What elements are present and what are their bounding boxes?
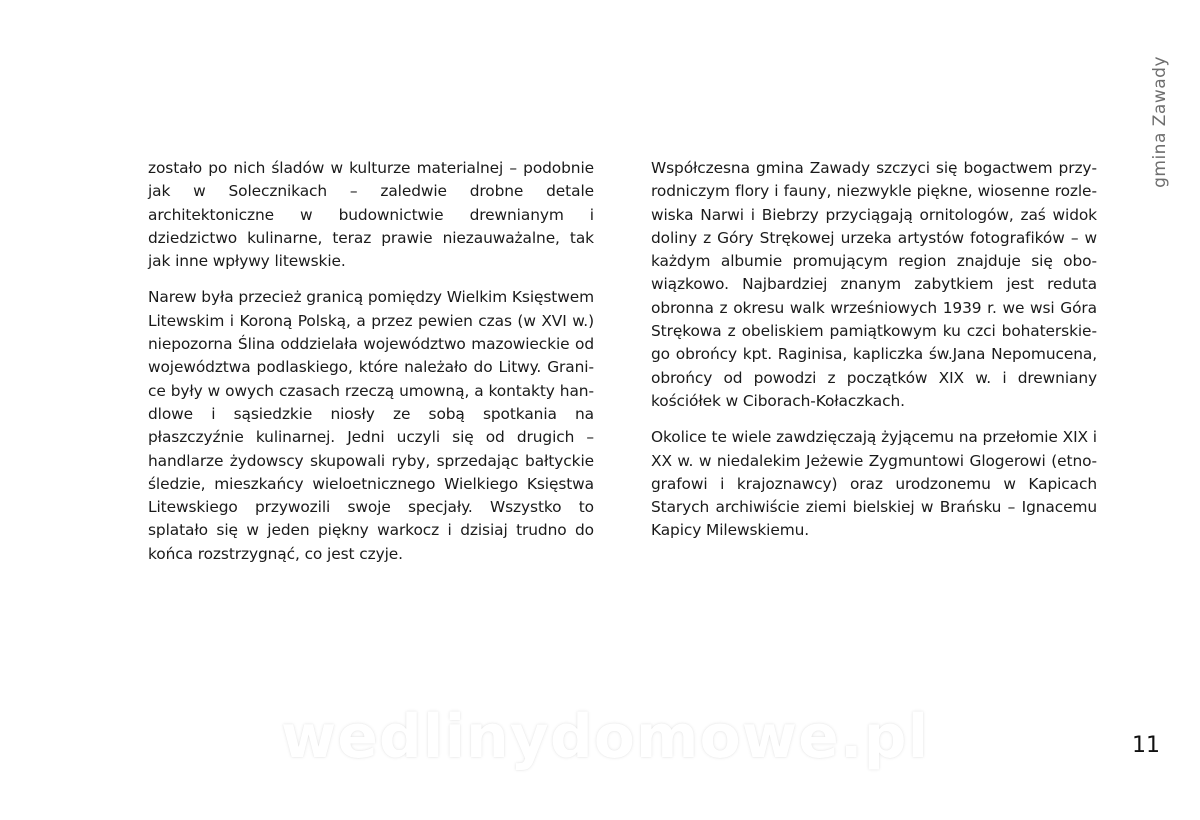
watermark: wedlinydomowe.pl <box>280 702 930 772</box>
paragraph: Współczesna gmina Zawady szczyci się bogactwem przyrodniczym flory i fauny, niezwykle piękne, wiosenne rozlewiska Narwi i Biebrzy przyciągają ornitologów, zaś widok doliny z Góry Strękowej urzeka artystów fotografików – w każdym albumie promującym region znajduje się obowiązkowo. Najbardziej znanym zabytkiem jest reduta obronna z okresu walk wrześniowych 1939 r. we wsi Góra Strękowa z obeliskiem pamiątkowym ku czci bohaterskiego obrońcy kpt. Raginisa, kapliczka św.Jana Nepomucena, obrońcy od powodzi z początków XIX w. i drewniany kościółek w Ciborach-Kołaczkach. <box>651 159 1097 410</box>
paragraph: Narew była przecież granicą pomiędzy Wielkim Księstwem Litewskim i Koroną Polską, a przez pewien czas (w XVI w.) niepozorna Ślina oddzielała województwo mazowieckie od województwa podlaskiego, które należało do Litwy. Granice były w owych czasach rzeczą umowną, a kontakty handlowe i sąsiedzkie niosły ze sobą spotkania na płaszczyźnie kulinarnej. Jedni uczyli się od drugich – handlarze żydowscy skupowali ryby, sprzedając bałtyckie śledzie, mieszkańcy wieloetnicznego Wielkiego Księstwa Litewskiego przywozili swoje specjały. Wszystko to splatało się w jeden piękny warkocz i dzisiaj trudno do końca rozstrzygnąć, co jest czyje. <box>148 288 594 563</box>
page-number: 11 <box>1132 733 1160 758</box>
left-text-column <box>148 157 594 579</box>
right-text-column <box>651 157 1097 556</box>
running-header-title: gmina Zawady <box>1150 56 1170 188</box>
paragraph: Okolice te wiele zawdzięczają żyjącemu na przełomie XIX i XX w. w niedalekim Jeżewie Zygmuntowi Glogerowi (etnografowi i krajoznawcy) oraz urodzonemu w Kapicach Starych archiwiście ziemi bielskiej w Brańsku – Ignacemu Kapicy Milewskiemu. <box>651 428 1097 540</box>
paragraph: zostało po nich śladów w kulturze materialnej – podobnie jak w Solecznikach – zaledwie drobne detale architektoniczne w budownictwie drewnianym i dziedzictwo kulinarne, teraz prawie niezauważalne, tak jak inne wpływy litewskie. <box>148 159 594 271</box>
